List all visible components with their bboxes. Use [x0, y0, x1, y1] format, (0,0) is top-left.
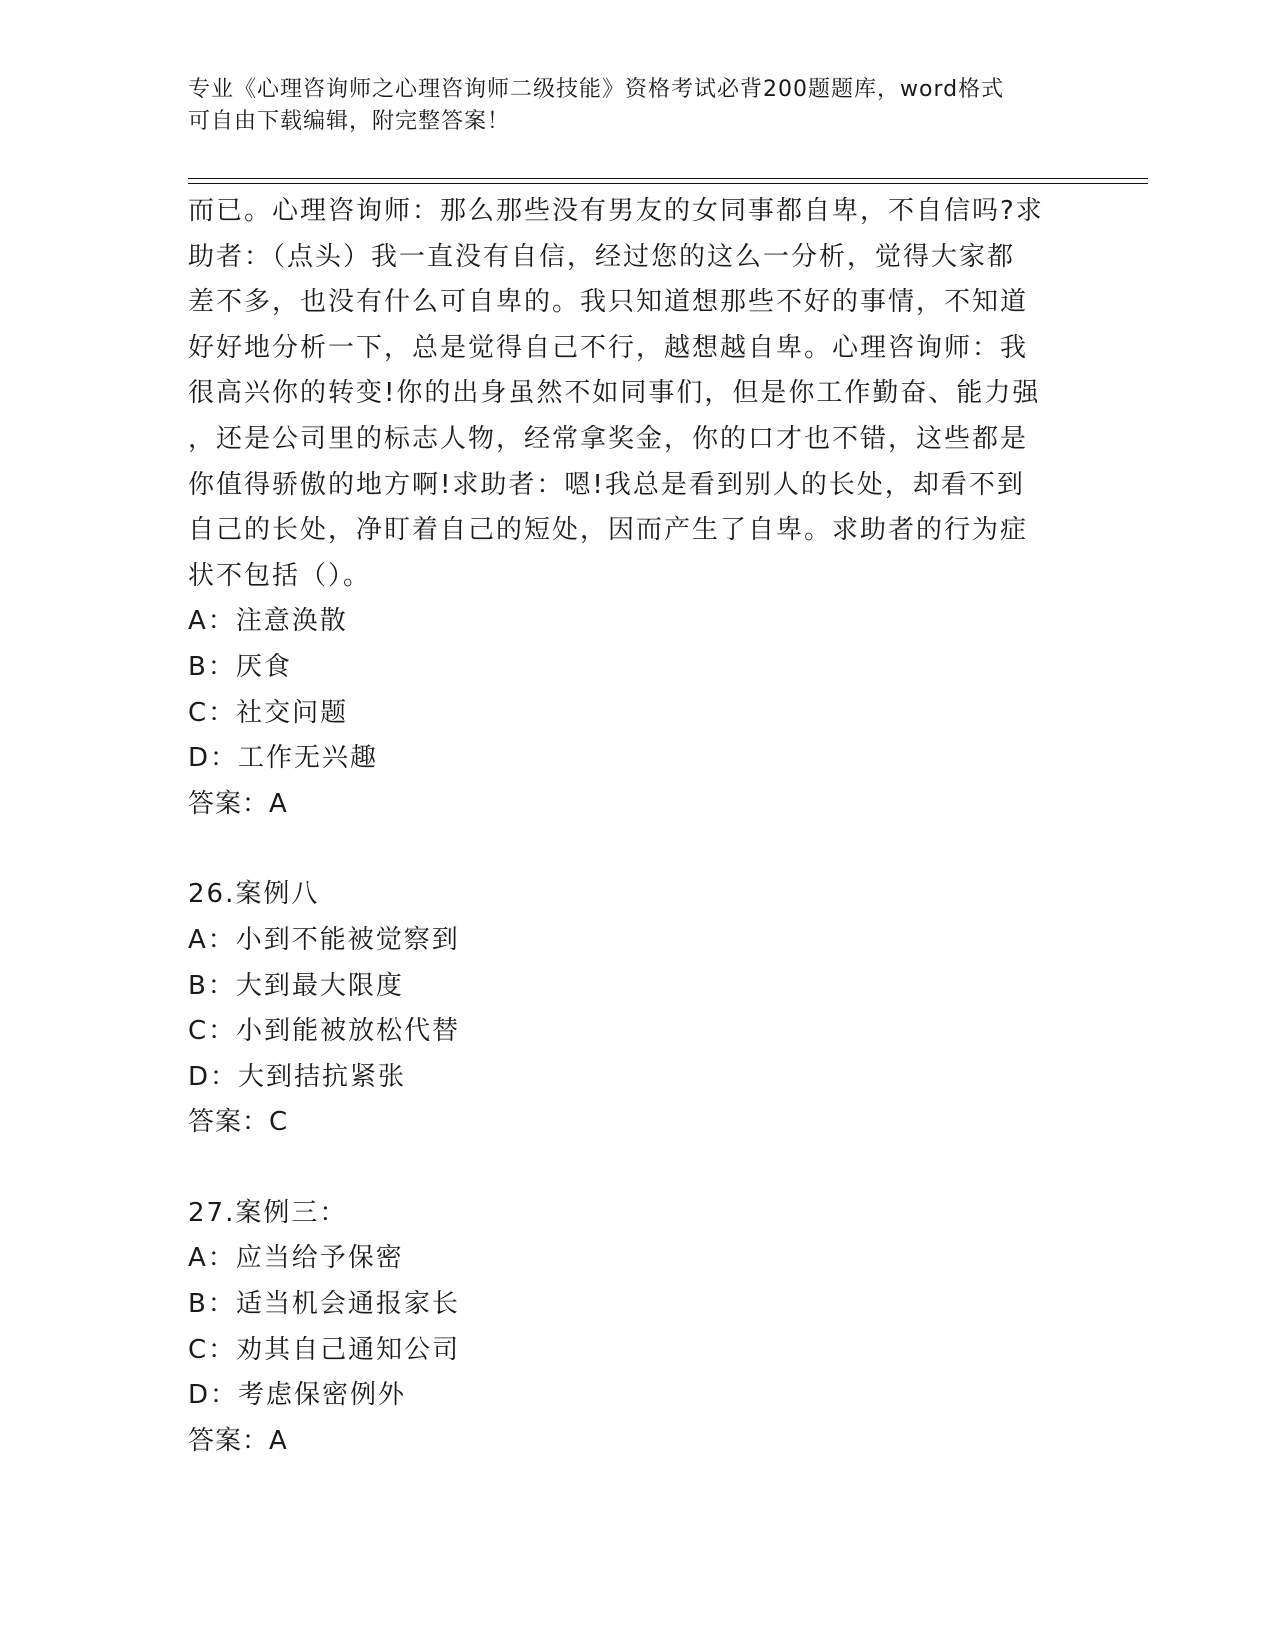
- question-stem-line: ，还是公司里的标志人物，经常拿奖金，你的口才也不错，这些都是: [188, 423, 1029, 454]
- option-b: B：适当机会通报家长: [188, 1289, 460, 1320]
- option-a: A：注意涣散: [188, 606, 348, 637]
- question-26: [188, 872, 1088, 1146]
- header-line-1: 专业《心理咨询师之心理咨询师二级技能》资格考试必背200题题库，word格式: [188, 77, 1005, 102]
- answer-label: 答案：A: [188, 1425, 288, 1456]
- question-25: [188, 189, 1088, 827]
- question-stem-line: 而已。心理咨询师：那么那些没有男友的女同事都自卑，不自信吗?求: [188, 196, 1044, 226]
- spacer: [188, 1146, 1088, 1191]
- spacer: [188, 827, 1088, 872]
- option-c: C：劝其自己通知公司: [188, 1334, 461, 1365]
- header-rule-bottom: [188, 183, 1148, 184]
- question-title: 27.案例三：: [188, 1197, 348, 1228]
- option-d: D：大到拮抗紧张: [188, 1061, 407, 1092]
- header-rule-top: [188, 178, 1148, 179]
- question-stem-line: 很高兴你的转变!你的出身虽然不如同事们，但是你工作勤奋、能力强: [188, 378, 1041, 409]
- question-stem-line: 状不包括（）。: [188, 560, 372, 591]
- question-27: [188, 1191, 1088, 1465]
- option-c: C：小到能被放松代替: [188, 1016, 461, 1047]
- option-d: D：考虑保密例外: [188, 1380, 407, 1411]
- option-a: A：小到不能被觉察到: [188, 924, 460, 955]
- question-stem-line: 好好地分析一下，总是觉得自己不行，越想越自卑。心理咨询师：我: [188, 332, 1029, 363]
- option-c: C：社交问题: [188, 697, 349, 728]
- option-a: A：应当给予保密: [188, 1243, 404, 1274]
- option-b: B：厌食: [188, 651, 292, 682]
- question-title: 26.案例八: [188, 879, 320, 910]
- document-body: [188, 189, 1088, 1464]
- option-d: D：工作无兴趣: [188, 743, 379, 774]
- answer-label: 答案：A: [188, 788, 288, 819]
- option-b: B：大到最大限度: [188, 970, 404, 1001]
- question-stem-line: 自己的长处，净盯着自己的短处，因而产生了自卑。求助者的行为症: [188, 515, 1029, 546]
- header-line-2: 可自由下载编辑，附完整答案！: [188, 109, 511, 134]
- question-stem-line: 你值得骄傲的地方啊!求助者：嗯!我总是看到别人的长处，却看不到: [188, 469, 1025, 500]
- document-header: [188, 74, 1068, 138]
- question-stem-line: 差不多，也没有什么可自卑的。我只知道想那些不好的事情，不知道: [188, 287, 1029, 318]
- answer-label: 答案：C: [188, 1107, 289, 1138]
- question-stem-line: 助者：（点头）我一直没有自信，经过您的这么一分析，觉得大家都: [188, 241, 1016, 272]
